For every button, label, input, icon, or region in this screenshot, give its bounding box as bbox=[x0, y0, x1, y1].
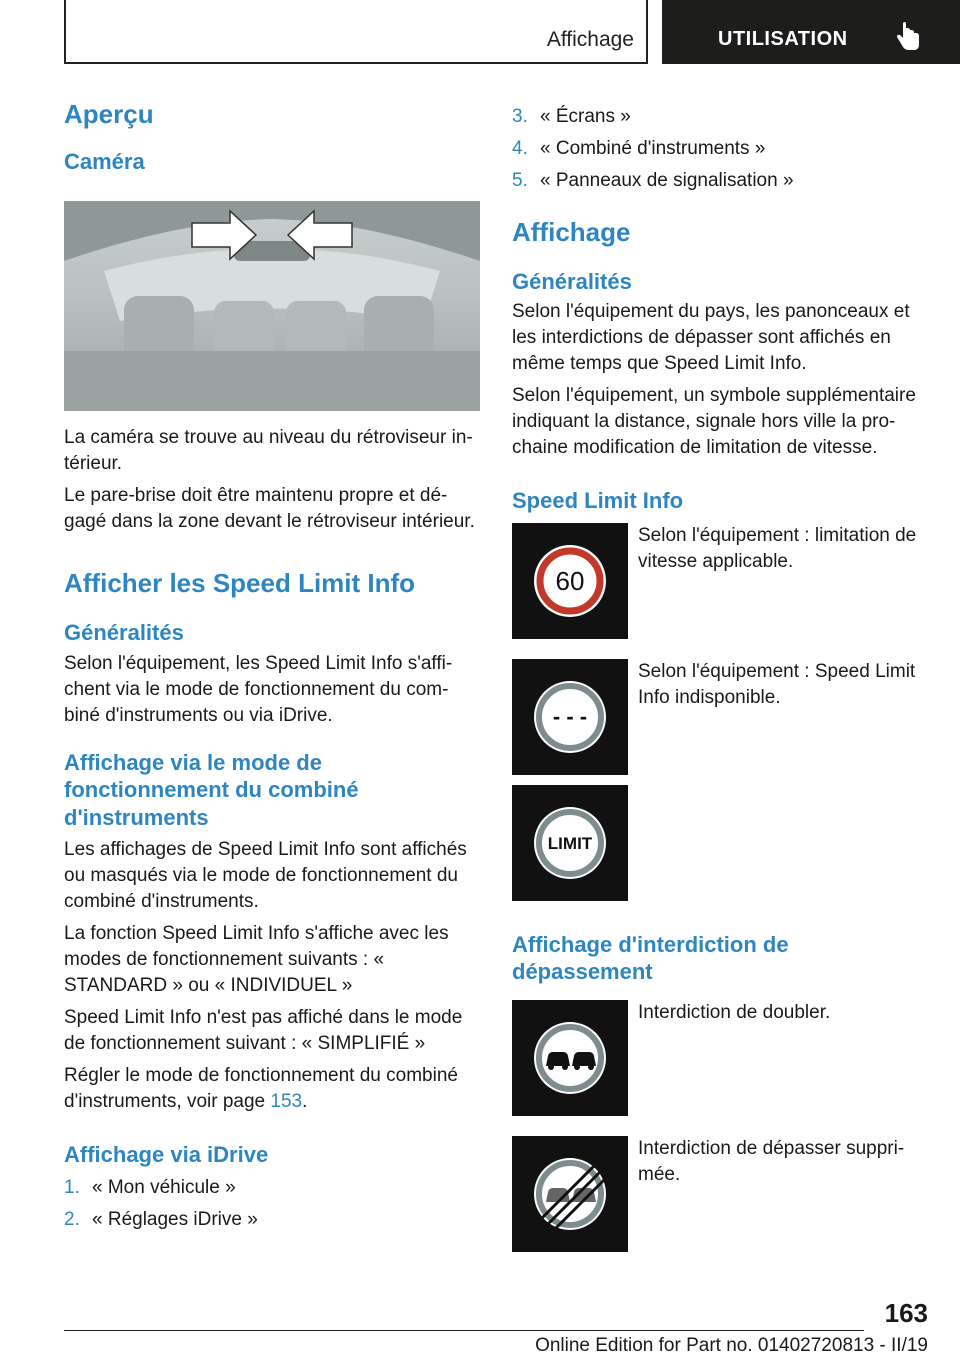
sign-row-limit bbox=[512, 785, 928, 911]
step-number: 5. bbox=[512, 170, 528, 192]
no-passing-description: Interdiction de doubler. bbox=[638, 1001, 831, 1023]
combi-paragraph-1: Les affichages de Speed Limit Info sont affichés ou masqués via le mode de fonctionnement du combiné d'instruments. bbox=[64, 839, 467, 913]
end-no-passing-sign-icon bbox=[512, 1136, 628, 1252]
camera-heading: Caméra bbox=[64, 148, 145, 174]
generalites-paragraph-left: Selon l'équipement, les Speed Limit Info s'affi-chent via le mode de fonctionnement du com-biné d'instruments ou via iDrive. bbox=[64, 652, 453, 726]
idrive-steps-continued bbox=[512, 104, 928, 194]
step-text: « Panneaux de signalisation » bbox=[540, 170, 794, 192]
list-item bbox=[512, 136, 928, 162]
step-number: 2. bbox=[64, 1208, 80, 1230]
list-item bbox=[64, 1207, 480, 1233]
sign-60-description: Selon l'équipement : limitation de vitesse applicable. bbox=[638, 524, 917, 572]
end-no-passing-sign bbox=[512, 1136, 628, 1252]
camera-location-photo bbox=[64, 201, 480, 411]
sign-dash-description: Selon l'équipement : Speed Limit Info indisponible. bbox=[638, 660, 916, 708]
combi-p4-end: . bbox=[302, 1091, 308, 1113]
page-number: 163 bbox=[884, 1298, 928, 1328]
limit-sign bbox=[512, 785, 628, 901]
step-text: « Réglages iDrive » bbox=[92, 1208, 258, 1230]
header-section-title: UTILISATION bbox=[718, 28, 848, 50]
car-interior-illustration bbox=[64, 201, 480, 411]
header-chapter-box bbox=[64, 0, 648, 64]
affichage-heading: Affichage bbox=[512, 217, 631, 248]
speed-limit-sign-icon bbox=[512, 523, 628, 639]
no-passing-sign-icon bbox=[512, 1000, 628, 1116]
apercu-heading: Aperçu bbox=[64, 99, 154, 129]
affichage-paragraph-1: Selon l'équipement du pays, les panonceaux et les interdictions de dépasser sont affichés en même temps que Speed Limit Info. bbox=[512, 301, 910, 375]
sign-row-end-no-passing bbox=[512, 1136, 928, 1262]
combi-p4-text: Régler le mode de fonctionnement du combiné d'instruments, voir page bbox=[64, 1065, 458, 1113]
afficher-heading: Afficher les Speed Limit Info bbox=[64, 568, 416, 599]
right-column bbox=[512, 98, 928, 1262]
speed-limit-unavailable-sign bbox=[512, 659, 628, 775]
end-no-passing-description: Interdiction de dépasser suppri-mée. bbox=[638, 1137, 905, 1185]
camera-paragraph-1: La caméra se trouve au niveau du rétroviseur in-térieur. bbox=[64, 427, 473, 475]
left-column bbox=[64, 98, 480, 1239]
header-chapter-title: Affichage bbox=[546, 28, 634, 51]
list-item bbox=[64, 1175, 480, 1201]
step-text: « Combiné d'instruments » bbox=[540, 138, 766, 160]
interdiction-heading: Affichage d'interdiction de dépassement bbox=[512, 931, 789, 985]
hand-pointer-icon bbox=[894, 22, 922, 52]
step-number: 4. bbox=[512, 138, 528, 160]
combi-heading: Affichage via le mode de fonctionnement du combiné d'instruments bbox=[64, 749, 359, 830]
step-text: « Écrans » bbox=[540, 106, 631, 127]
combi-paragraph-4 bbox=[64, 1063, 480, 1115]
combi-paragraph-3: Speed Limit Info n'est pas affiché dans le mode de fonctionnement suivant : « SIMPLIFIÉ » bbox=[64, 1007, 463, 1055]
generalites-heading-left: Généralités bbox=[64, 620, 184, 646]
combi-paragraph-2: La fonction Speed Limit Info s'affiche avec les modes de fonctionnement suivants : « STANDARD » ou « INDIVIDUEL » bbox=[64, 923, 449, 997]
header-section-tab bbox=[662, 0, 960, 64]
generalites-heading-right: Généralités bbox=[512, 268, 632, 294]
step-number: 1. bbox=[64, 1176, 80, 1198]
footer-edition: Online Edition for Part no. 01402720813 - II/19 bbox=[535, 1335, 928, 1356]
sign-row-unavailable bbox=[512, 659, 928, 785]
step-number: 3. bbox=[512, 106, 528, 127]
limit-sign-icon bbox=[512, 785, 628, 901]
step-text: « Mon véhicule » bbox=[92, 1176, 236, 1198]
camera-paragraph-2: Le pare-brise doit être maintenu propre et dé-gagé dans la zone devant le rétroviseur intérieur. bbox=[64, 485, 475, 533]
page-ref-link[interactable]: 153 bbox=[270, 1091, 303, 1113]
sign-limit-label: LIMIT bbox=[547, 833, 593, 853]
idrive-heading: Affichage via iDrive bbox=[64, 1142, 269, 1168]
no-passing-sign bbox=[512, 1000, 628, 1116]
sign-dash-label: - - - bbox=[552, 703, 588, 729]
sli-heading: Speed Limit Info bbox=[512, 488, 684, 514]
sign-row-speed-limit bbox=[512, 523, 928, 649]
unavailable-sign-icon bbox=[512, 659, 628, 775]
idrive-steps-list bbox=[64, 1175, 480, 1233]
speed-limit-60-sign bbox=[512, 523, 628, 639]
affichage-paragraph-2: Selon l'équipement, un symbole supplémentaire indiquant la distance, signale hors ville la pro-chaine modification de limitation de vitesse. bbox=[512, 385, 916, 459]
list-item bbox=[512, 168, 928, 194]
sign-60-label: 60 bbox=[555, 565, 585, 596]
footer-divider bbox=[64, 1330, 864, 1331]
list-item bbox=[512, 104, 928, 130]
sign-row-no-passing bbox=[512, 1000, 928, 1126]
